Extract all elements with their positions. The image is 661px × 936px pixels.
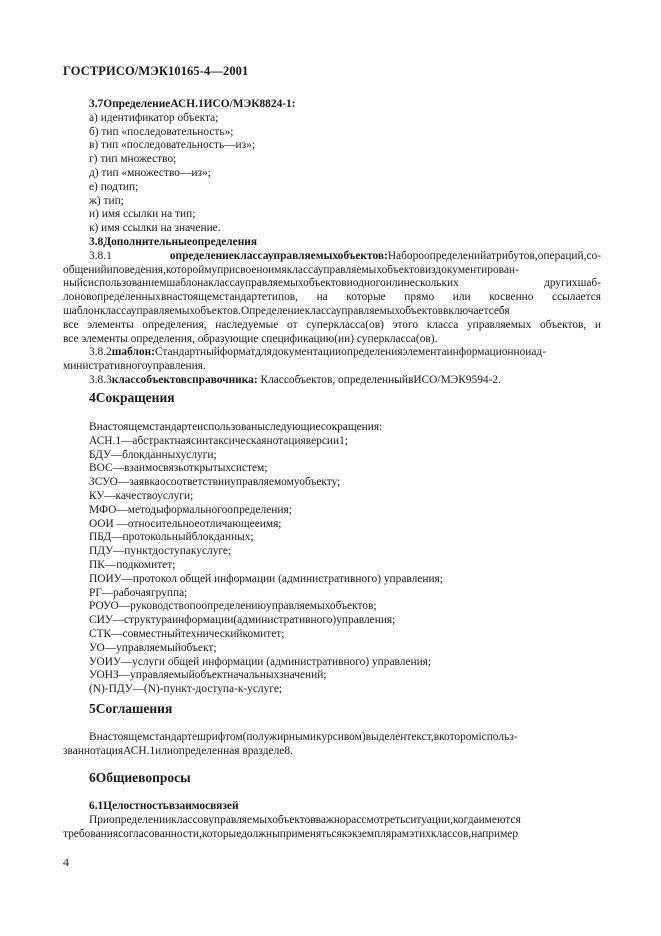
paragraph-line: Приопределенииклассовуправляемыхобъектовважнорассмотретьситуации,когдаимеются: [89, 813, 521, 826]
abbreviation-item: ЗСУО—заявкаосоответствииуправляемомуобъекту;: [89, 476, 341, 489]
section-4-intro: Внастоящемстандартеиспользованыследующиесокращения:: [89, 421, 383, 433]
abbreviation-item: РГ—рабочаягруппа;: [89, 586, 188, 599]
abbreviation-item: ПК—подкомитет;: [89, 558, 176, 571]
abbreviation-item: УОИУ—услуги общей информации (административного) управления;: [89, 655, 432, 668]
abbreviation-item: РОУО—руководствопоопределениюуправляемыхобъектов;: [89, 600, 377, 613]
abbreviation-item: ПБД—протокольныйблокданных;: [89, 531, 254, 544]
term: шаблон:: [111, 346, 155, 359]
abbreviation-item: БДУ—блокданныхуслуги;: [89, 448, 217, 461]
section-3-7: [63, 98, 601, 388]
abbreviation-item: КУ—качествоуслуги;: [89, 489, 194, 502]
paragraph-line: лоновопределенныхвнастоящемстандартетипов, на которые прямо или косвенно ссылается: [63, 291, 601, 304]
list-item: а) идентификатор объекта;: [89, 111, 219, 124]
clause-number: 3.8.1: [89, 249, 112, 262]
section-4-body: [63, 421, 601, 697]
paragraph-line: все элементы определения, наследуемые от суперкласса(ов) этого класса управляемых объектов, и: [63, 318, 601, 331]
abbreviation-item: УО—управляемыйобъект;: [89, 641, 217, 654]
section-3-7-heading: 3.7ОпределениеАСН.1ИСО/МЭК8824-1:: [89, 98, 296, 110]
section-6-1-heading: 6.1Целостностьвзаимосвязей: [89, 800, 239, 812]
paragraph-line: ныйсиспользованиемшаблонаклассауправляемыхобъектовиодногоилинескольких другихшаб-: [63, 277, 601, 290]
list-item: д) тип «множество—из»;: [89, 166, 211, 179]
term: классобъектовсправочника:: [111, 373, 258, 386]
paragraph-line: министративногоуправления.: [63, 360, 206, 373]
abbreviation-item: (N)-ПДУ—(N)-пункт-доступа-к-услуге;: [89, 683, 283, 696]
abbreviation-item: УОНЗ—управляемыйобъектначальныхзначений;: [89, 669, 327, 682]
list-item: б) тип «последовательность»;: [89, 125, 234, 138]
list-item: и) имя ссылки на тип;: [89, 208, 196, 221]
term-definition: Классобъектов, определенныйвИСО/МЭК9594-2.: [260, 373, 501, 386]
term-definition: Стандартныйформатдлядокументацииопределенияэлементаинформационноиад-: [154, 346, 547, 359]
abbreviation-item: СТК—совместныйтехническийкомитет;: [89, 627, 285, 640]
paragraph-line: званнотацияАСН.1илиопределенная вразделе8.: [63, 744, 293, 757]
list-item: к) имя ссылки на значение.: [89, 222, 221, 235]
section-3-8-heading: 3.8Дополнительныеопределения: [89, 235, 258, 248]
section-6-heading: 6Общиевопросы: [89, 770, 191, 785]
list-item: г) тип множество;: [89, 153, 177, 166]
paragraph-line: шаблонклассауправляемыхобъектов.Определениеклассауправляемыхобъектоввключаетсебя: [63, 304, 510, 317]
paragraph-line: требованиясогласованности,которыедолжныприменятьсякэкземплярамэтихклассов,например: [63, 827, 519, 840]
abbreviation-item: СИУ—структураинформации(административного)управления;: [89, 614, 396, 627]
term-definition: Набороопределенийатрибутов,операций,со-: [387, 249, 601, 262]
section-5-heading: 5Соглашения: [89, 701, 173, 716]
paragraph-line: [63, 346, 601, 360]
list-item: в) тип «последовательность—из»;: [89, 139, 255, 152]
list-item: ж) тип;: [89, 194, 124, 207]
list-item: е) подтип;: [89, 180, 139, 193]
abbreviation-item: ВОС—взаимосвязьоткрытыхсистем;: [89, 462, 268, 475]
term: определениеклассауправляемыхобъектов:: [169, 249, 388, 262]
paragraph-line: [63, 250, 601, 264]
abbreviation-item: ООИ —относительноеотличающееимя;: [89, 517, 282, 530]
paragraph-line: общенийиповедения,котороймуприсвоеноимяклассауправляемыхобъектовиздокументирован-: [63, 263, 519, 276]
paragraph-line: [63, 374, 601, 388]
section-5-body: [63, 731, 601, 759]
paragraph-line: все элементы определения, образующие спецификацию(ии) суперкласса(ов).: [63, 332, 438, 345]
section-4-heading: 4Сокращения: [89, 390, 175, 405]
section-6-body: [63, 800, 601, 841]
clause-number: 3.8.2: [89, 346, 112, 359]
abbreviation-item: МФО—методыформальногоопределения;: [89, 503, 292, 516]
page-number: 4: [63, 855, 69, 869]
clause-number: 3.8.3: [89, 373, 112, 386]
abbreviation-item: ПОИУ—протокол общей информации (административного) управления;: [89, 572, 443, 585]
abbreviation-item: АСН.1—абстрактнаясинтаксическаянотацияверсии1;: [89, 434, 348, 447]
paragraph-line: Внастоящемстандартешрифтом(полужирнымикурсивом)выделентекст,вкотороміспольз-: [89, 731, 518, 743]
abbreviation-item: ПДУ—пунктдоступакуслуге;: [89, 545, 232, 558]
document-header: ГОСТРИСО/МЭК10165-4—2001: [63, 64, 249, 78]
